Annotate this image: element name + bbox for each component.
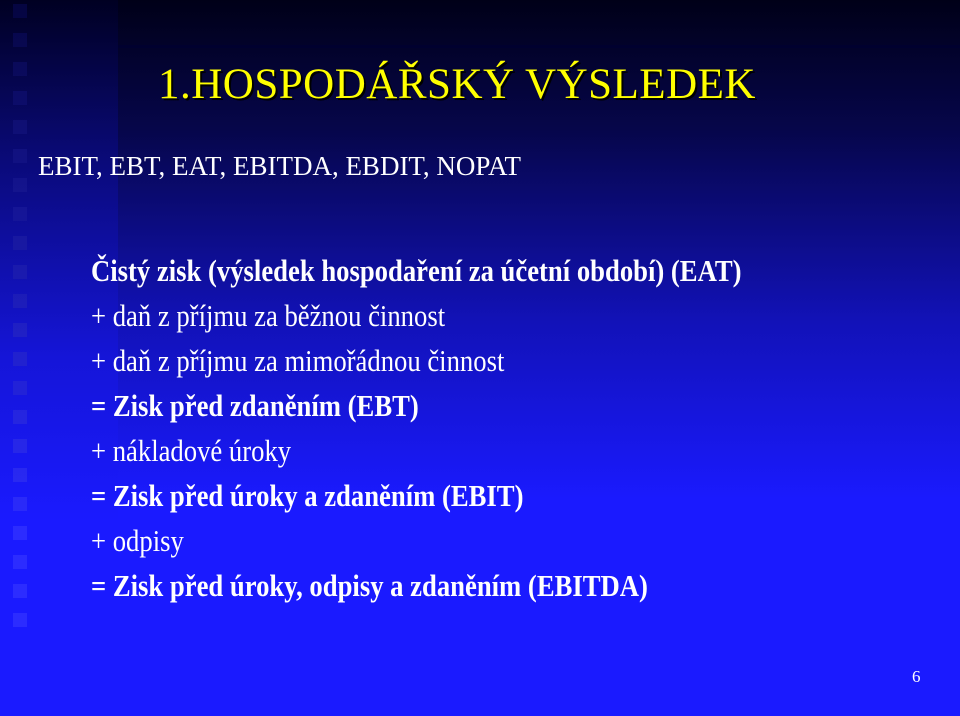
line-tax-ordinary: + daň z příjmu za běžnou činnost [91, 298, 446, 333]
decorative-square [13, 555, 27, 569]
line-ebit: = Zisk před úroky a zdaněním (EBIT) [91, 478, 524, 513]
top-rule [118, 45, 960, 48]
decorative-square [13, 526, 27, 540]
decorative-square [13, 584, 27, 598]
decorative-square [13, 265, 27, 279]
decorative-square [13, 410, 27, 424]
decorative-square [13, 149, 27, 163]
decorative-square [13, 468, 27, 482]
decorative-square [13, 91, 27, 105]
page-number: 6 [912, 667, 921, 686]
decorative-square [13, 352, 27, 366]
decorative-square [13, 381, 27, 395]
line-tax-extraordinary: + daň z příjmu za mimořádnou činnost [91, 343, 505, 378]
decorative-squares [13, 0, 27, 650]
decorative-square [13, 62, 27, 76]
decorative-square [13, 236, 27, 250]
decorative-square [13, 323, 27, 337]
decorative-square [13, 613, 27, 627]
line-eat: Čistý zisk (výsledek hospodaření za účetní období) (EAT) [91, 253, 742, 288]
decorative-square [13, 294, 27, 308]
decorative-square [13, 497, 27, 511]
line-ebitda: = Zisk před úroky, odpisy a zdaněním (EBITDA) [91, 568, 648, 603]
line-interest: + nákladové úroky [91, 433, 292, 468]
line-ebt: = Zisk před zdaněním (EBT) [91, 388, 419, 423]
line-depreciation: + odpisy [91, 523, 184, 558]
slide-subtitle: EBIT, EBT, EAT, EBITDA, EBDIT, NOPAT [38, 151, 521, 181]
calculation-lines [91, 248, 847, 608]
decorative-square [13, 178, 27, 192]
decorative-square [13, 439, 27, 453]
slide-title: 1.HOSPODÁŘSKÝ VÝSLEDEK [158, 61, 756, 108]
decorative-square [13, 120, 27, 134]
decorative-square [13, 4, 27, 18]
decorative-square [13, 207, 27, 221]
decorative-square [13, 33, 27, 47]
